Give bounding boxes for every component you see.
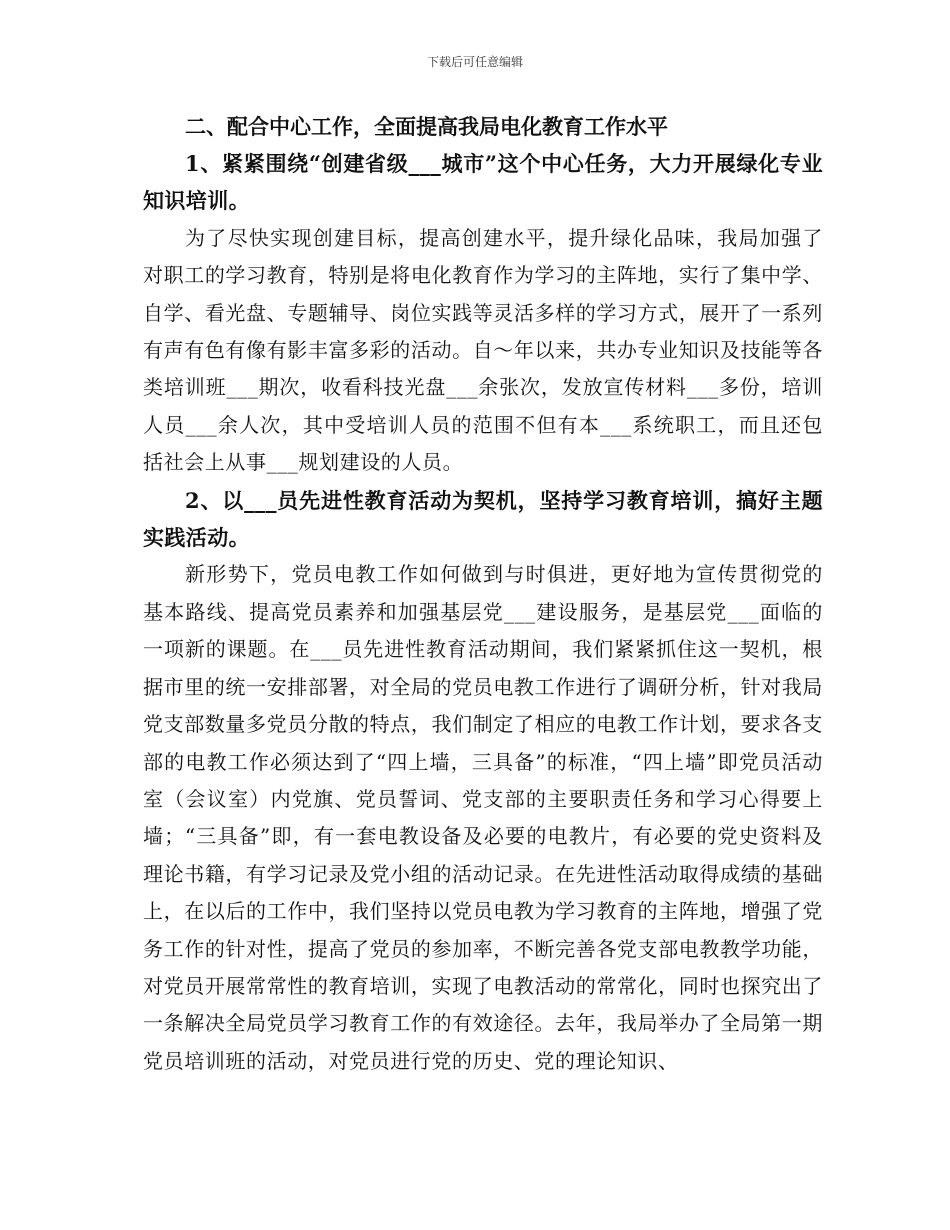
section-title: 二、配合中心工作，全面提高我局电化教育工作水平 bbox=[185, 114, 668, 139]
item2-body: 新形势下，党员电教工作如何做到与时俱进，更好地为宣传贯彻党的基本路线、提高党员素养和加强基层党___建设服务，是基层党___面临的一项新的课题。在___员先进性教育活动期间，我们紧紧抓住这一契机，根据市里的统一安排部署，对全局的党员电教工作进行了调研分析，针对我局党支部数量多党员分散的特点，我们制定了相应的电教工作计划，要求各支部的电教工作必须达到了“四上墙，三具备”的标准，“四上墙”即党员活动室（会议室）内党旗、党员誓词、党支部的主要职责任务和学习心得要上墙；“三具备”即，有一套电教设备及必要的电教片，有必要的党史资料及理论书籍，有学习记录及党小组的活动记录。在先进性活动取得成绩的基础上，在以后的工作中，我们坚持以党员电教为学习教育的主阵地，增强了党务工作的针对性，提高了党员的参加率，不断完善各党支部电教教学功能，对党员开展常常性的教育培训，实现了电教活动的常常化，同时也探究出了一条解决全局党员学习教育工作的有效途径。去年，我局举办了全局第一期党员培训班的活动，对党员进行党的历史、党的理论知识、 bbox=[143, 562, 823, 1073]
header-note: 下载后可任意编辑 bbox=[426, 55, 523, 69]
item1-title: 1、紧紧围绕“创建省级___城市”这个中心任务，大力开展绿化专业知识培训。 bbox=[143, 151, 823, 214]
document-body bbox=[143, 108, 823, 1080]
item2-title: 2、以___员先进性教育活动为契机，坚持学习教育培训，搞好主题实践活动。 bbox=[143, 487, 823, 551]
item1-body: 为了尽快实现创建目标，提高创建水平，提升绿化品味，我局加强了对职工的学习教育，特别是将电化教育作为学习的主阵地，实行了集中学、自学、看光盘、专题辅导、岗位实践等灵活多样的学习方式，展开了一系列有声有色有像有影丰富多彩的活动。自～年以来，共办专业知识及技能等各类培训班___期次，收看科技光盘___余张次，发放宣传材料___多份，培训人员___余人次，其中受培训人员的范围不但有本___系统职工，而且还包括社会上从事___规划建设的人员。 bbox=[143, 225, 823, 475]
